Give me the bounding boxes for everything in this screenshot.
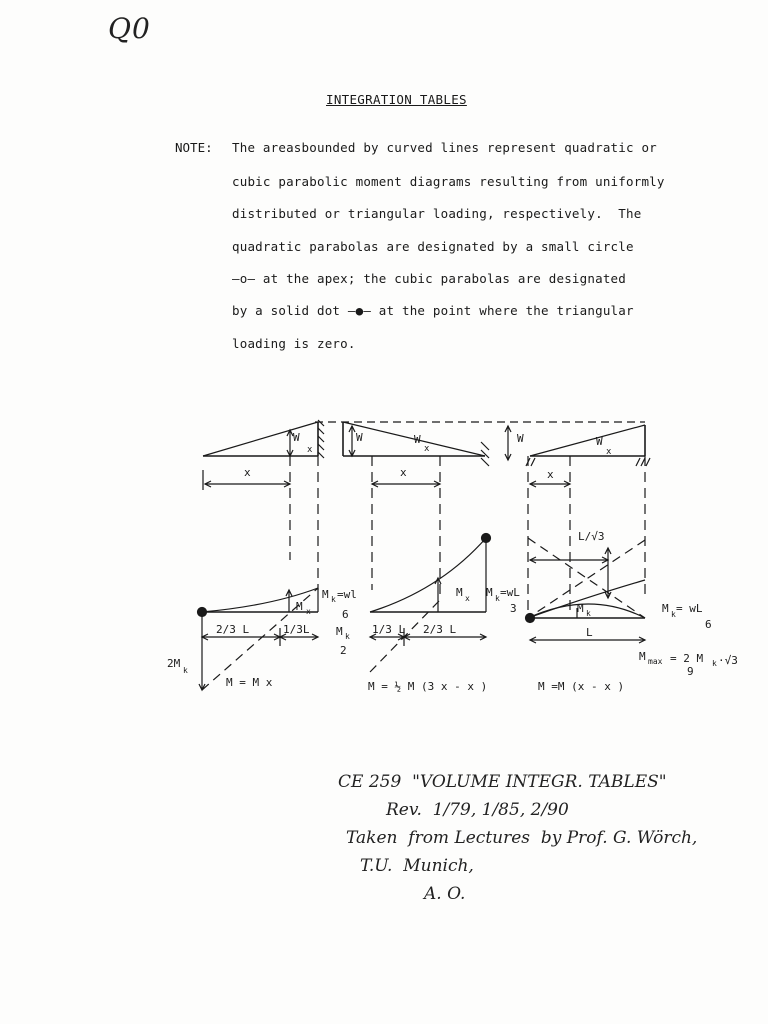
solid-dot-3 xyxy=(526,614,535,623)
label-mmax-den: 9 xyxy=(687,665,694,678)
label-one-third-l2: 1/3 L xyxy=(372,623,406,636)
note-line-2: cubic parabolic moment diagrams resulting from uniformly xyxy=(232,174,665,189)
label-two-thirds-l: 2/3 L xyxy=(216,623,250,636)
label-two-mk: 2M xyxy=(167,657,181,670)
label-mmax: M xyxy=(639,650,646,663)
note-line-7: loading is zero. xyxy=(232,336,356,351)
handwritten-line-3: Taken from Lectures by Prof. G. Wörch, xyxy=(346,828,698,848)
corner-mark: Q0 xyxy=(108,12,151,45)
label-mk-half-sub: k xyxy=(345,632,350,641)
label-mk-right-den: 6 xyxy=(705,618,712,631)
handwritten-line-2: Rev. 1/79, 1/85, 2/90 xyxy=(386,800,569,820)
label-mk-right-sub: k xyxy=(671,610,676,619)
solid-dot-2 xyxy=(482,534,491,543)
label-mx-2: M xyxy=(456,586,463,599)
label-x-3: x xyxy=(547,468,554,481)
note-line-3: distributed or triangular loading, respectively. The xyxy=(232,206,642,221)
label-mx-sub-2: x xyxy=(465,594,470,603)
label-x-2: x xyxy=(400,466,407,479)
handwritten-line-1: CE 259 "VOLUME INTEGR. TABLES" xyxy=(338,772,667,792)
label-two-mk-sub: k xyxy=(183,666,188,675)
label-mmax-sub: max xyxy=(648,657,663,666)
label-mk-right-eq: = wL xyxy=(676,602,703,615)
label-mmax-k: k xyxy=(712,659,717,668)
note-line-5: —o— at the apex; the cubic parabolas are designated xyxy=(232,271,627,286)
note-label: NOTE: xyxy=(175,140,213,155)
beam-1 xyxy=(203,420,324,590)
label-mk-eq-1: =wl xyxy=(337,588,357,601)
label-mk-sub-1: k xyxy=(331,595,336,604)
label-mmax-rhs: = 2 M xyxy=(670,652,704,665)
note-line-1: The areasbounded by curved lines represent quadratic or xyxy=(232,140,657,155)
solid-dot-1 xyxy=(198,608,207,617)
label-w-1: W xyxy=(293,431,300,444)
handwritten-line-5: A. O. xyxy=(424,884,466,904)
label-wx-3: W xyxy=(596,435,603,448)
beam-3 xyxy=(505,425,650,618)
label-l-sqrt3: L/√3 xyxy=(578,530,605,543)
formula-3: M =M (x - x ) xyxy=(538,680,625,693)
label-x-sub-1: x xyxy=(307,445,313,455)
label-two-thirds-l2: 2/3 L xyxy=(423,623,457,636)
label-one-third-l: 1/3L xyxy=(283,623,310,636)
label-mk-3: M xyxy=(577,602,584,615)
label-mk-2: M xyxy=(486,586,493,599)
label-mk-sub-2: k xyxy=(495,594,500,603)
label-w-3: W xyxy=(517,432,524,445)
label-mx-1: M xyxy=(296,600,303,613)
label-w-2: W xyxy=(356,431,363,444)
moment-diagram-2 xyxy=(370,538,486,672)
label-wx-2: W xyxy=(414,433,421,446)
formula-2: M = ½ M (3 x - x ) xyxy=(368,680,488,693)
formula-1: M = M x xyxy=(226,676,273,689)
label-mk-1: M xyxy=(322,588,329,601)
label-mk-half-den: 2 xyxy=(340,644,347,657)
handwritten-line-4: T.U. Munich, xyxy=(360,856,474,876)
label-mk-eq-2: =wL xyxy=(500,586,520,599)
label-l-3: L xyxy=(586,626,593,639)
label-x-1: x xyxy=(244,466,251,479)
label-mk-right: M xyxy=(662,602,669,615)
note-line-4: quadratic parabolas are designated by a small circle xyxy=(232,239,634,254)
label-mk-half: M xyxy=(336,625,343,638)
label-mk-den-2: 3 xyxy=(510,602,517,615)
label-wx-sub-3: x xyxy=(606,447,612,457)
label-mk-sub-3: k xyxy=(586,609,591,618)
note-line-6: by a solid dot —●— at the point where the triangular xyxy=(232,303,634,318)
label-mmax-rhs2: ·√3 xyxy=(718,654,738,667)
label-mk-den-1: 6 xyxy=(342,608,349,621)
label-wx-sub-2: x xyxy=(424,444,430,454)
label-mx-sub-1: x xyxy=(306,607,311,616)
page-title: INTEGRATION TABLES xyxy=(326,92,467,107)
beam-2 xyxy=(343,422,489,600)
